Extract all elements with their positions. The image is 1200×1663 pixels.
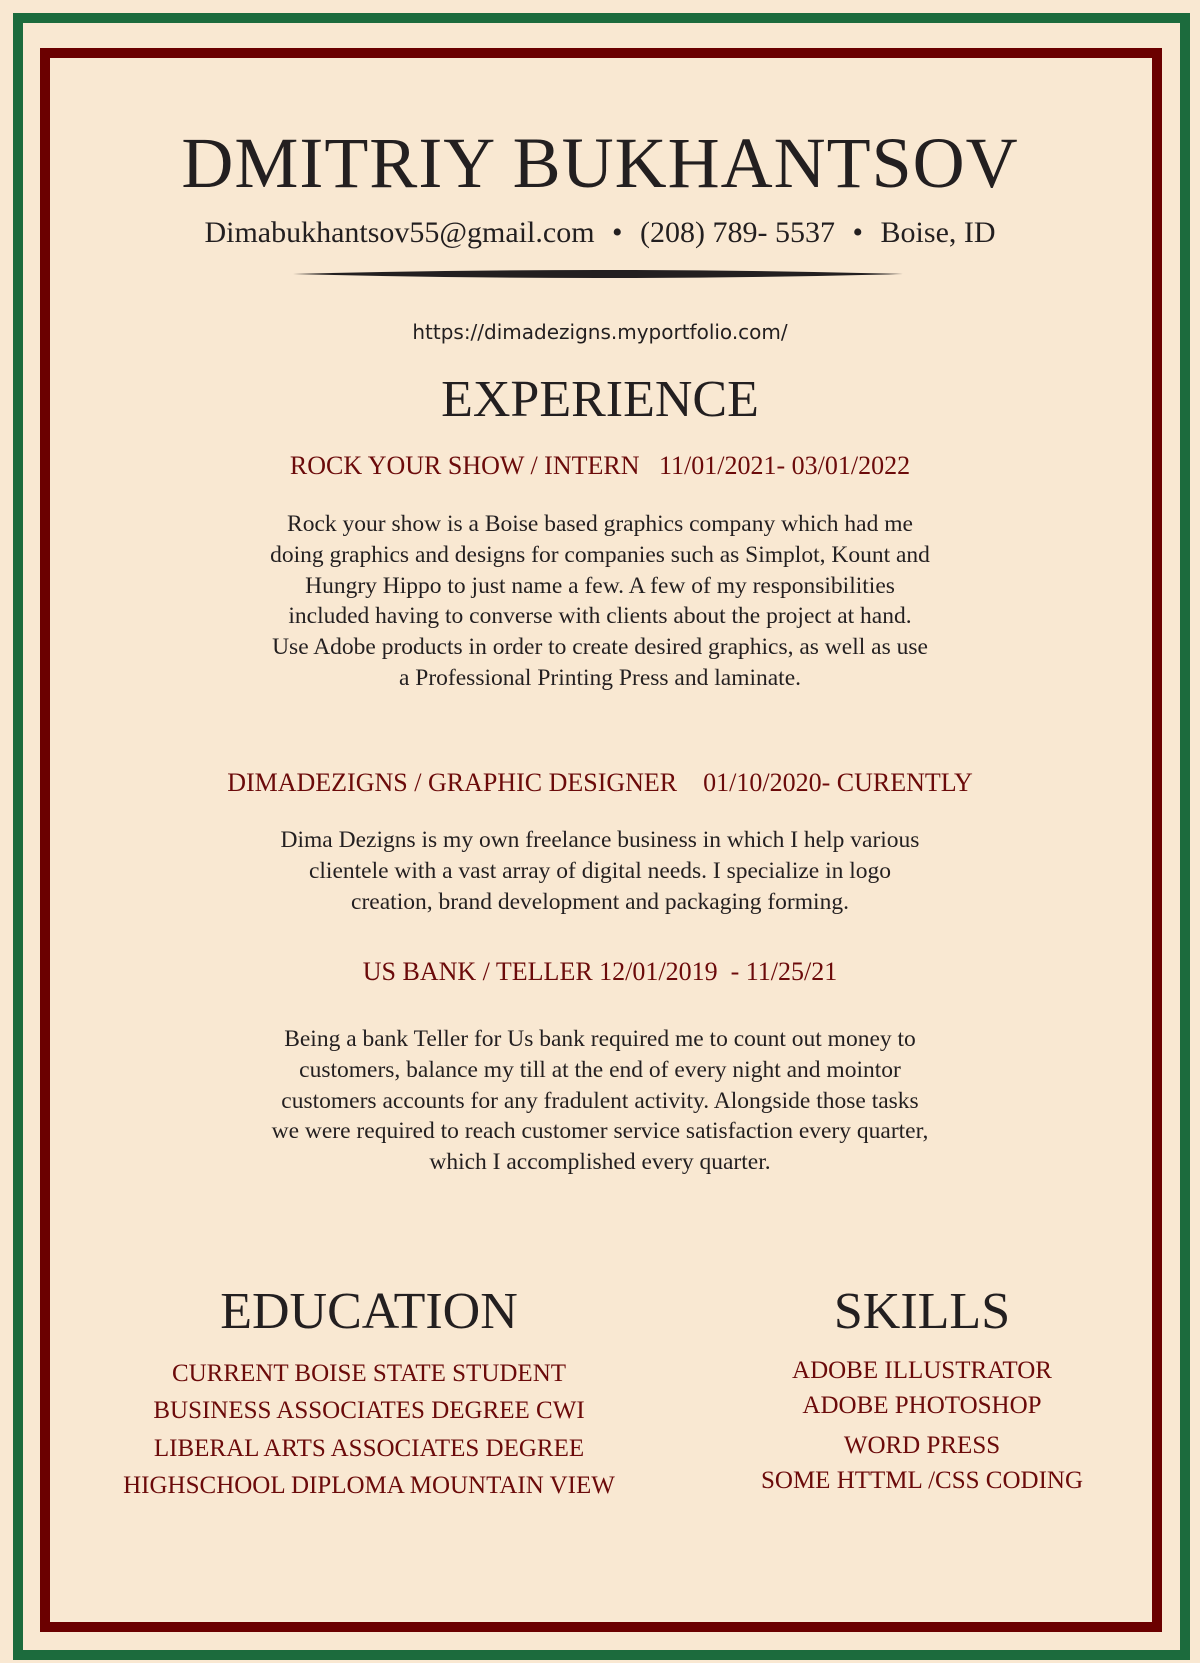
contact-location: Boise, ID	[880, 216, 996, 249]
separator-dot: •	[612, 216, 623, 249]
skill-item: ADOBE ILLUSTRATOR	[792, 1357, 1052, 1384]
skill-item: ADOBE PHOTOSHOP	[802, 1392, 1042, 1419]
resume-name: DMITRIY BUKHANTSOV	[181, 123, 1019, 203]
education-item: HIGHSCHOOL DIPLOMA MOUNTAIN VIEW	[123, 1472, 615, 1499]
job-description-dimadezigns: Dima Dezigns is my own freelance business in which I help various clientele with a vast array of digital needs. I specialize in logo creation, brand development and packaging forming.	[280, 827, 920, 915]
job-description-rock-your-show: Rock your show is a Boise based graphics company which had me doing graphics and designs for companies such as Simplot, Kount and Hungry Hippo to just name a few. A few of my responsibilities included having to converse with clients about the project at hand. Use Adobe products in order to create desired graphics, as well as use a Professional Printing Press and laminate.	[270, 511, 930, 691]
job-title-rock-your-show: ROCK YOUR SHOW / INTERN 11/01/2021- 03/01/2022	[289, 451, 911, 480]
education-list	[69, 1357, 669, 1504]
skill-item: WORD PRESS	[843, 1432, 1001, 1459]
education-item: LIBERAL ARTS ASSOCIATES DEGREE	[153, 1435, 585, 1462]
education-item: BUSINESS ASSOCIATES DEGREE CWI	[153, 1397, 585, 1424]
portfolio-link[interactable]: https://dimadezigns.myportfolio.com/	[412, 320, 788, 344]
separator-dot: •	[852, 216, 864, 249]
skills-heading: SKILLS	[833, 1283, 1011, 1340]
education-item: CURRENT BOISE STATE STUDENT	[171, 1360, 567, 1387]
header-divider-swash	[293, 267, 903, 281]
experience-heading: EXPERIENCE	[441, 371, 759, 428]
job-title-dimadezigns: DIMADEZIGNS / GRAPHIC DESIGNER 01/10/2020- CURENTLY	[227, 768, 973, 797]
contact-phone[interactable]: (208) 789- 5537	[640, 216, 836, 249]
job-description-us-bank: Being a bank Teller for Us bank required me to count out money to customers, balance my till at the end of every night and mointor customers accounts for any fradulent activity. Alongside those tasks we were required to reach customer service satisfaction every quarter, which I accomplished every quarter.	[271, 1026, 929, 1176]
contact-email[interactable]: Dimabukhantsov55@gmail.com	[204, 216, 595, 249]
skill-item: SOME HTTML /CSS CODING	[760, 1467, 1084, 1494]
skills-list	[722, 1353, 1122, 1498]
job-title-us-bank: US BANK / TELLER 12/01/2019 - 11/25/21	[362, 957, 838, 986]
contact-line	[0, 213, 1200, 253]
education-heading: EDUCATION	[220, 1283, 518, 1340]
